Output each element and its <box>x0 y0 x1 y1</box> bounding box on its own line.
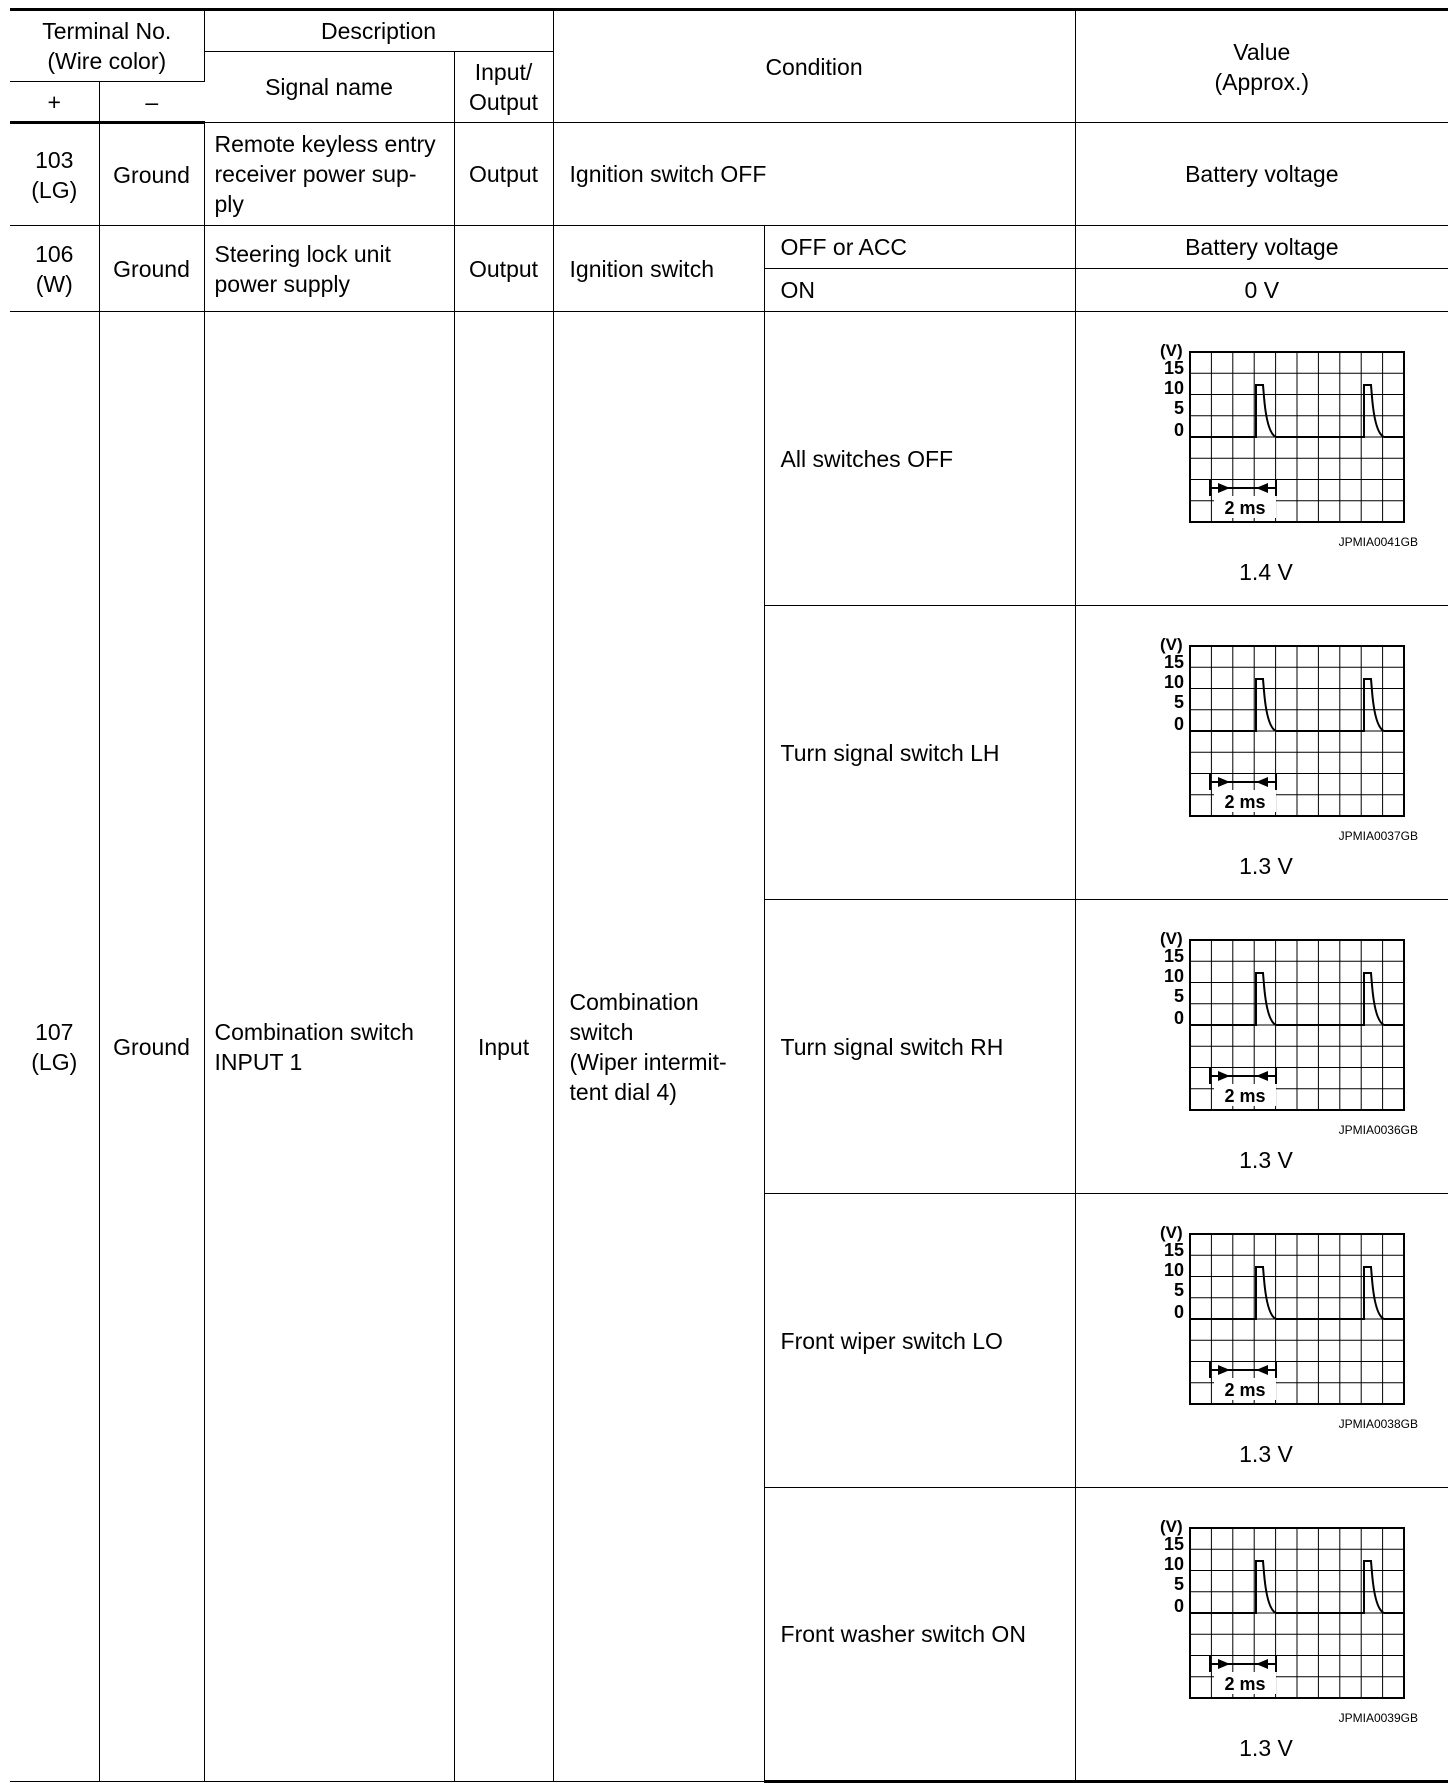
value: 1.3 V <box>1238 1734 1293 1761</box>
waveform-figure <box>1102 1202 1422 1472</box>
sub-condition: All switches OFF <box>764 312 1075 606</box>
y-axis-tick: 5 <box>1173 692 1184 712</box>
y-axis-tick: 15 <box>1163 1533 1184 1554</box>
header-value: Value (Approx.) <box>1075 10 1448 123</box>
sub-condition: Front washer switch ON <box>764 1488 1075 1782</box>
time-scale-label: 2 ms <box>1224 792 1266 812</box>
terminal-plus: 103 (LG) <box>10 123 99 226</box>
condition: Combination switch (Wiper intermit- tent dial 4) <box>553 312 764 1782</box>
time-scale-arrow <box>1210 1656 1276 1672</box>
sub-condition: Front wiper switch LO <box>764 1194 1075 1488</box>
signal-name: Remote keyless entry receiver power sup- ply <box>204 123 454 226</box>
io-type: Output <box>454 123 553 226</box>
figure-code: JPMIA0039GB <box>1338 1710 1418 1725</box>
sub-condition: Turn signal switch RH <box>764 900 1075 1194</box>
time-scale-label: 2 ms <box>1224 1086 1266 1106</box>
value: 1.3 V <box>1238 1441 1293 1467</box>
header-condition: Condition <box>553 10 1075 123</box>
value: Battery voltage <box>1075 123 1448 226</box>
figure-code: JPMIA0041GB <box>1338 535 1418 549</box>
waveform-cell <box>1075 312 1448 606</box>
waveform-figure <box>1102 908 1422 1178</box>
waveform-cell <box>1075 1194 1448 1488</box>
y-axis-tick: 10 <box>1163 966 1184 986</box>
terminal-minus: Ground <box>99 123 204 226</box>
table-row <box>10 312 1448 606</box>
y-axis-tick: 15 <box>1163 946 1184 966</box>
y-axis-tick: 10 <box>1163 1260 1184 1280</box>
signal-name: Combination switch INPUT 1 <box>204 312 454 1782</box>
y-axis-tick: 15 <box>1163 358 1184 378</box>
time-scale-label: 2 ms <box>1224 498 1266 518</box>
time-scale-arrow <box>1210 1362 1276 1378</box>
header-terminal: Terminal No. (Wire color) <box>10 10 204 82</box>
sub-condition: ON <box>764 269 1075 312</box>
y-axis-tick: 10 <box>1163 672 1184 692</box>
table-row <box>10 123 1448 226</box>
sub-condition: OFF or ACC <box>764 226 1075 269</box>
y-axis-unit: (V) <box>1159 635 1183 654</box>
y-axis-tick: 5 <box>1173 1573 1184 1594</box>
header-description: Description <box>204 10 553 52</box>
y-axis-tick: 15 <box>1163 652 1184 672</box>
time-scale-arrow <box>1210 1068 1276 1084</box>
waveform-figure <box>1102 1496 1422 1766</box>
time-scale-arrow <box>1210 774 1276 790</box>
figure-code: JPMIA0036GB <box>1338 1123 1418 1137</box>
y-axis-unit: (V) <box>1159 341 1183 360</box>
waveform-cell <box>1075 900 1448 1194</box>
figure-code: JPMIA0038GB <box>1338 1417 1418 1431</box>
waveform-figure <box>1102 320 1422 590</box>
y-axis-tick: 0 <box>1173 1008 1184 1028</box>
y-axis-tick: 5 <box>1173 1280 1184 1300</box>
value: 1.3 V <box>1238 853 1293 879</box>
terminal-plus: 106 (W) <box>10 226 99 312</box>
y-axis-unit: (V) <box>1159 929 1183 948</box>
sub-condition: Turn signal switch LH <box>764 606 1075 900</box>
header-minus: – <box>99 82 204 123</box>
y-axis-tick: 0 <box>1173 420 1184 440</box>
y-axis-tick: 5 <box>1173 986 1184 1006</box>
terminal-minus: Ground <box>99 312 204 1782</box>
header-signal-name: Signal name <box>204 52 454 123</box>
time-scale-arrow <box>1210 480 1276 496</box>
condition: Ignition switch <box>553 226 764 312</box>
signal-name: Steering lock unit power supply <box>204 226 454 312</box>
y-axis-tick: 0 <box>1173 714 1184 734</box>
time-scale-label: 2 ms <box>1224 1673 1266 1694</box>
terminal-plus: 107 (LG) <box>10 312 99 1782</box>
value: 1.3 V <box>1238 1147 1293 1173</box>
waveform-cell <box>1075 1488 1448 1782</box>
condition: Ignition switch OFF <box>553 123 1075 226</box>
y-axis-unit: (V) <box>1159 1516 1183 1536</box>
waveform-figure <box>1102 614 1422 884</box>
header-io: Input/ Output <box>454 52 553 123</box>
io-type: Output <box>454 226 553 312</box>
y-axis-tick: 10 <box>1163 378 1184 398</box>
terminal-spec-table <box>10 8 1448 1783</box>
header-plus: + <box>10 82 99 123</box>
figure-code: JPMIA0037GB <box>1338 829 1418 843</box>
time-scale-label: 2 ms <box>1224 1380 1266 1400</box>
y-axis-tick: 10 <box>1163 1553 1184 1574</box>
io-type: Input <box>454 312 553 1782</box>
y-axis-tick: 0 <box>1173 1595 1184 1616</box>
y-axis-tick: 0 <box>1173 1302 1184 1322</box>
value: 0 V <box>1075 269 1448 312</box>
y-axis-tick: 5 <box>1173 398 1184 418</box>
value: Battery voltage <box>1075 226 1448 269</box>
y-axis-unit: (V) <box>1159 1223 1183 1242</box>
terminal-minus: Ground <box>99 226 204 312</box>
value: 1.4 V <box>1238 559 1293 585</box>
table-row <box>10 226 1448 269</box>
y-axis-tick: 15 <box>1163 1240 1184 1260</box>
waveform-cell <box>1075 606 1448 900</box>
